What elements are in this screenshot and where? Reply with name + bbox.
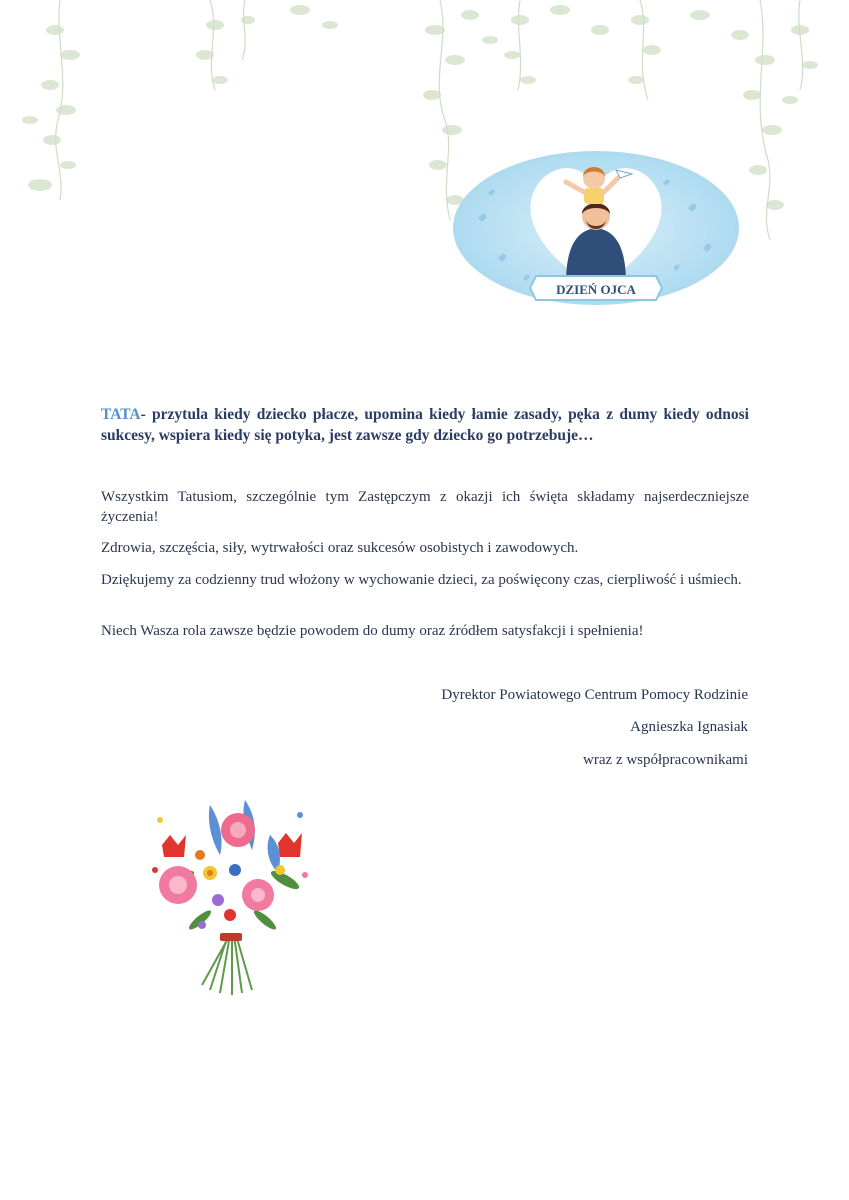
lead-keyword: TATA bbox=[101, 406, 141, 423]
fathers-day-badge bbox=[448, 148, 744, 323]
lead-paragraph bbox=[101, 404, 749, 446]
wishes-paragraph: Wszystkim Tatusiom, szczególnie tym Zastępczym z okazji ich święta składamy najserdeczniejsze życzenia! bbox=[101, 489, 749, 525]
health-paragraph: Zdrowia, szczęścia, siły, wytrwałości oraz sukcesów osobistych i zawodowych. bbox=[101, 540, 579, 556]
pride-paragraph: Niech Wasza rola zawsze będzie powodem do dumy oraz źródłem satysfakcji i spełnienia! bbox=[101, 623, 644, 639]
signature-title: Dyrektor Powiatowego Centrum Pomocy Rodzinie bbox=[441, 687, 748, 703]
signature-with: wraz z współpracownikami bbox=[583, 752, 748, 768]
signature-name: Agnieszka Ignasiak bbox=[630, 719, 748, 735]
thanks-paragraph: Dziękujemy za codzienny trud włożony w wychowanie dzieci, za poświęcony czas, cierpliwość i uśmiech. bbox=[101, 572, 742, 588]
flower-bouquet-illustration bbox=[140, 785, 320, 1000]
lead-text: - przytula kiedy dziecko płacze, upomina kiedy łamie zasady, pęka z dumy kiedy odnosi sukcesy, wspiera kiedy się potyka, jest zawsze gdy dziecko go potrzebuje… bbox=[101, 406, 749, 444]
badge-label: DZIEŃ OJCA bbox=[556, 282, 636, 297]
